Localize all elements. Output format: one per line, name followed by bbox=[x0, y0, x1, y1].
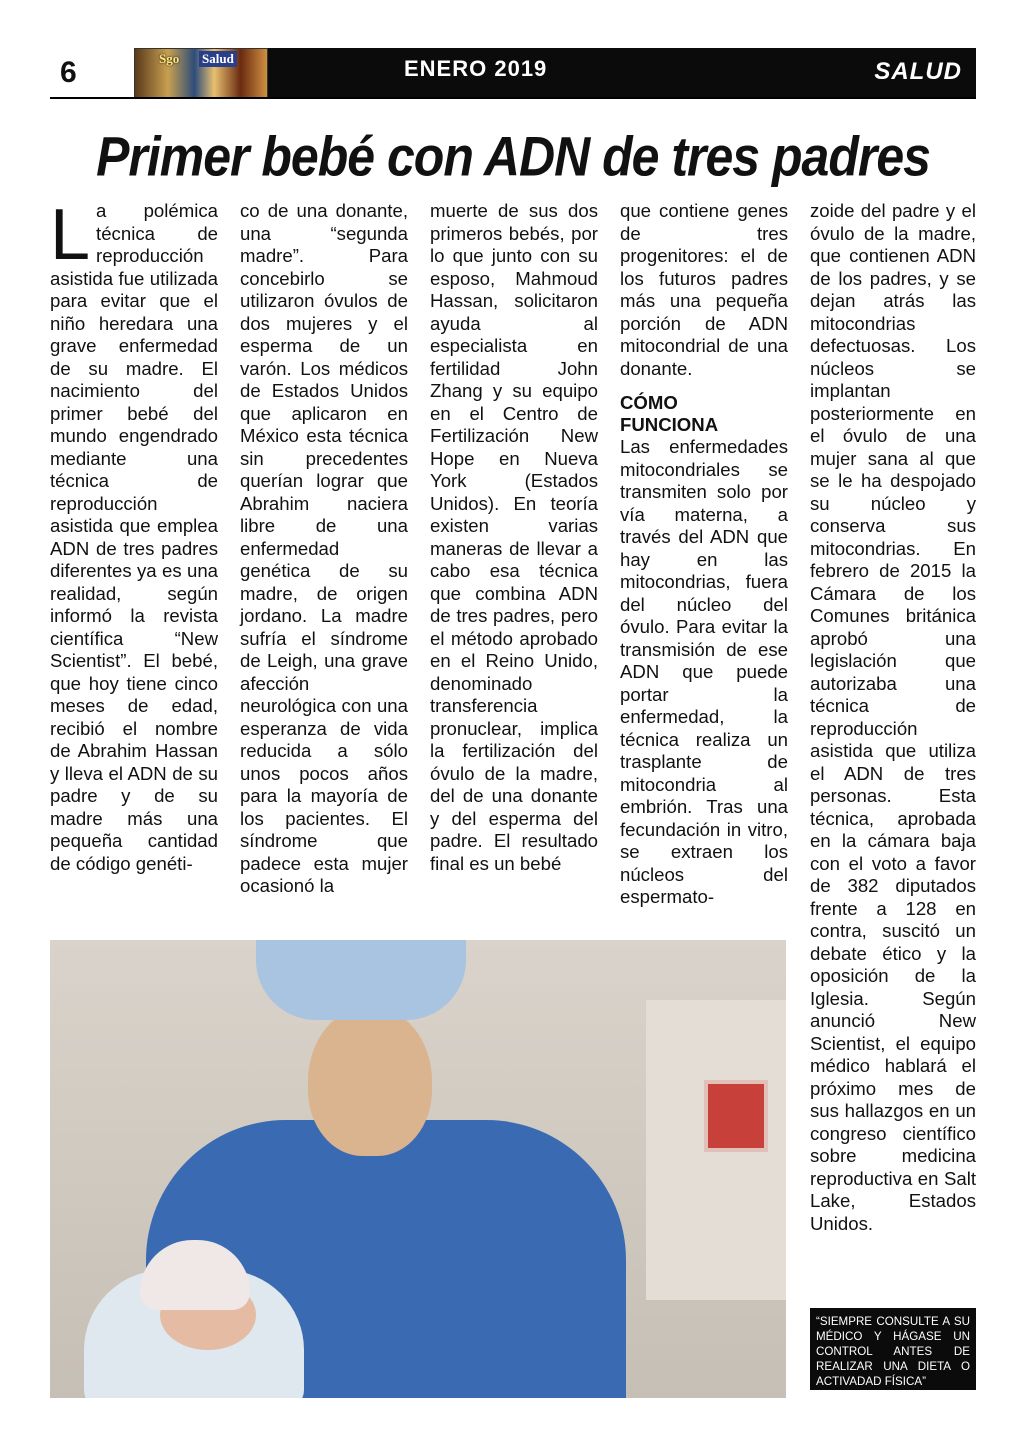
header-bar bbox=[268, 48, 976, 98]
article-column-4 bbox=[620, 200, 788, 909]
photo-red-container bbox=[704, 1080, 768, 1152]
article-column-2 bbox=[240, 200, 408, 898]
photo-doctor-face bbox=[308, 1006, 432, 1156]
magazine-logo bbox=[134, 48, 268, 98]
column-5-text: zoide del padre y el óvulo de la madre, que contienen ADN de los padres, y se dejan atrás las mitocondrias defectuosas. Los núcleos se implantan posteriormente en el óvulo de una mujer sana al que se le ha despojado su núcleo y conserva sus mitocondrias. En febrero de 2015 la Cámara de los Comunes británica aprobó una legislación que autorizaba una técnica de reproducción asistida que utiliza el ADN de tres personas. Esta técnica, aprobada en la cámara baja con el voto a favor de 382 diputados frente a 128 en contra, suscitó un debate ético y la oposición de la Iglesia. Según anunció New Scientist, el equipo médico hablará el próximo mes de sus hallazgos en un congreso científico sobre medicina reproductiva en Salt Lake, Estados Unidos. bbox=[810, 200, 976, 1234]
subheading bbox=[620, 392, 788, 436]
article-column-3 bbox=[430, 200, 598, 875]
issue-date: ENERO 2019 bbox=[404, 56, 548, 81]
column-1-text: a polémica técnica de reproducción asistida fue utilizada para evitar que el niño heredara una grave enfermedad de su madre. El nacimiento del primer bebé del mundo engendrado mediante una técnica de reproducción asistida que emplea ADN de tres padres diferentes ya es una realidad, según informó la revista científica “New Scientist”. El bebé, que hoy tiene cinco meses de edad, recibió el nombre de Abrahim Hassan y lleva el ADN de su padre y de su madre más una pequeña cantidad de código genéti- bbox=[50, 200, 218, 874]
section-label: SALUD bbox=[874, 58, 962, 85]
article-column-5 bbox=[810, 200, 976, 1235]
logo-text-salud: Salud bbox=[199, 51, 237, 67]
photo-surgical-cap bbox=[256, 940, 466, 1020]
column-2-text: co de una donante, una “segunda madre”. Para concebirlo se utilizaron óvulos de dos mujeres y el esperma de un varón. Los médicos de Estados Unidos que aplicaron en México esta técnica sin precedentes querían lograr que Abrahim naciera libre de una enfermedad genética de su madre, de origen jordano. La madre sufría el síndrome de Leigh, una grave afección neurológica con una esperanza de vida reducida a sólo unos pocos años para la mayoría de los pacientes. El síndrome que padece esta mujer ocasionó la bbox=[240, 200, 408, 896]
article-headline: Primer bebé con ADN de tres padres bbox=[96, 125, 930, 188]
logo-text-sgo: Sgo bbox=[159, 51, 180, 66]
article-column-1 bbox=[50, 195, 218, 875]
subheading-line-2: FUNCIONA bbox=[620, 414, 719, 435]
drop-cap: L bbox=[50, 195, 91, 275]
page-number: 6 bbox=[60, 56, 77, 89]
column-4-intro: que contiene genes de tres progenitores: el de los futuros padres más una pequeña porción de ADN mitocondrial de una donante. bbox=[620, 200, 788, 379]
advice-quote-box: “SIEMPRE CONSULTE A SU MÉDICO Y HÁGASE UN CONTROL ANTES DE REALIZAR UNA DIETA O ACTIVADAD FÍSICA” bbox=[810, 1308, 976, 1390]
column-4-body: Las enfermedades mitocondriales se transmiten solo por vía materna, a través del ADN que hay en las mitocondrias, fuera del núcleo del óvulo. Para evitar la transmisión de ese ADN que puede portar la enfermedad, la técnica realiza un trasplante de mitocondria al embrión. Tras una fecundación in vitro, se extraen los núcleos del espermato- bbox=[620, 436, 788, 907]
column-3-text: muerte de sus dos primeros bebés, por lo que junto con su esposo, Mahmoud Hassan, solicitaron ayuda al especialista en fertilidad John Zhang y su equipo en el Centro de Fertilización New Hope en Nueva York (Estados Unidos). En teoría existen varias maneras de llevar a cabo esa técnica que combina ADN de tres padres, pero el método aprobado en el Reino Unido, denominado transferencia pronuclear, implica la fertilización del óvulo de la madre, del de una donante y del esperma del padre. El resultado final es un bebé bbox=[430, 200, 598, 874]
subheading-line-1: CÓMO bbox=[620, 392, 678, 413]
article-photo bbox=[50, 940, 786, 1398]
header-rule bbox=[50, 97, 976, 99]
